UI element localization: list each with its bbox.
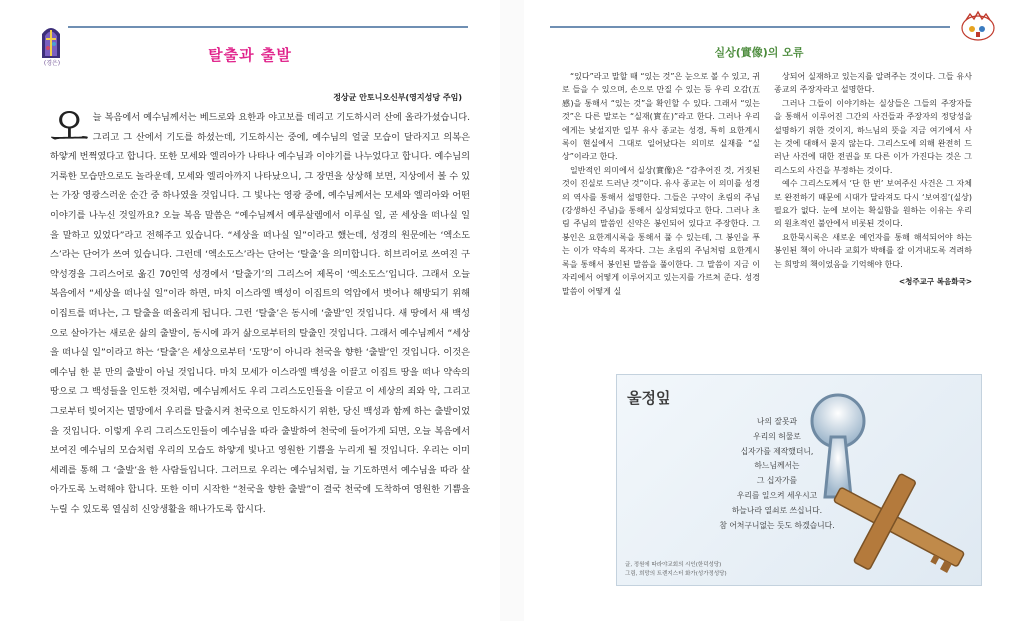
paragraph: 예수 그리스도께서 ‘단 한 번’ 보여주신 사건은 그 자체로 완전하기 때문에 시대가 달라져도 다시 ‘보여짐’(실상) 필요가 없다. 눈에 보이는 확실함을 원하는 이유는 우리의 원초적인 불안에서 비롯된 것이다. (774, 179, 972, 229)
poem-line: 하늘나라 열쇠로 쓰십니다. (731, 505, 823, 515)
left-page (0, 0, 500, 621)
parish-logo-icon (958, 10, 998, 42)
header-rule-right (550, 26, 950, 28)
column-title: 실상(實像)의 오류 (714, 46, 804, 59)
poem-line: 우리를 일으켜 세우시고 (736, 490, 818, 500)
article-body (50, 105, 470, 519)
paragraph: 그러나 그들이 이야기하는 실상들은 그들의 주장자들을 통해서 이루어진 그간의 사건들과 주장자의 정당성을 설명하기 위한 것이지, 하느님의 뜻을 지금 여기에서 사는 것에 대해서 묻지 않는다. 그리스도에 의해 완전히 드러난 사건에 대한 전권을 또 다른 이가 가진다는 것은 그리스도의 사건을 부정하는 것이다. (774, 98, 972, 175)
caption-line: 그림, 희망의 트렌지스터 화가(성가정성당) (625, 571, 727, 577)
paragraph: 상되어 실재하고 있는지를 알려주는 것이다. 그들 유사 종교의 주장자라고 설명한다. (774, 72, 972, 95)
poem-card (616, 374, 982, 586)
paragraph: “있다”라고 말할 때 “있는 것”은 눈으로 볼 수 있고, 귀로 들을 수 있으며, 손으로 만질 수 있는 등 우리 오감(五感)을 통해서 “있는 것”을 확인할 수 있다. 그래서 “있는 것”은 다른 말로는 “실재(實在)”라고 한다. 그러나 우리에게는 낯설지만 일부 유사 종교는 성경, 특히 요한계시록이 현실에서 그대로 일어났다는 의미로 실재를 “실상”이라고 한다. (562, 72, 760, 162)
poem-line: 참 어처구니없는 듯도 하겠습니다. (719, 520, 835, 530)
logo-label: (경은) (43, 60, 61, 67)
article-title: 탈출과 출발 (208, 46, 292, 64)
caption-line: 글, 정원에 따라야교회의 시인(한덕성당) (625, 562, 722, 568)
poem-line: 십자가를 제작했더니, (740, 446, 814, 456)
poem-line: 하느님께서는 (754, 461, 800, 471)
header-rule-left (68, 26, 468, 28)
poem-line: 그 십자가를 (756, 476, 798, 486)
right-page (524, 0, 1024, 621)
paragraph: 일반적인 의미에서 실상(實像)은 “감추어진 것, 거짓된 것이 진실로 드러난 것”이다. 유사 종교는 이 의미를 성경의 역사를 통해서 설명한다. 그들은 구약이 초림의 주님(강생하신 주님)을 통해서 실상되었다고 한다. 그러나 초림 주님의 말씀인 신약은 봉인되어 있다고 주장한다. 그 봉인은 요한계시록을 통해서 풀 수 있는데, 그 봉인을 푸는 이가 약속의 목자다. 그는 초림의 주님처럼 요한계시록을 통해서 봉인된 말씀을 풀이한다. 그 말씀이 지금 이 자리에서 어떻게 이루어지고 있는지를 가르쳐 준다. 성경 말씀이 어떻게 실 (562, 165, 760, 296)
card-logo: 울정잎 (627, 389, 671, 407)
drop-cap: 오 (50, 105, 89, 151)
poem-line: 나의 잘못과 (756, 417, 798, 426)
text-column-1 (562, 70, 760, 298)
article-author: 정상균 안토니오신부(영지성당 주임) (333, 93, 462, 102)
page-gutter (500, 0, 524, 621)
card-caption (625, 561, 727, 579)
article-text: 늘 복음에서 예수님께서는 베드로와 요한과 야고보를 데리고 기도하시러 산에 올라가셨습니다. 그리고 그 산에서 기도를 하셨는데, 기도하시는 중에, 예수님의 얼굴 모습이 달라지고 의복은 하얗게 번쩍였다고 합니다. 또한 모세와 엘리아가 나타나 예수님과 이야기를 나누었다고 합니다. 예수님의 거룩한 모습만으로도 놀라운데, 모세와 엘리아까지 나타났으니, 그 장면을 상상해 보면, 지상에서 볼 수 있는 가장 영광스러운 순간 중 하나였을 것입니다. 그 빛나는 영광 중에, 예수님께서는 모세와 엘리아와 어떤 이야기를 나누신 것일까요? 오늘 복음 말씀은 “예수님께서 예루살렘에서 이루실 일, 곧 세상을 떠나실 일을 말하고 있었다”라고 전해주고 있습니다. “세상을 떠나실 일”이라고 했는데, 성경의 원문에는 ‘엑소도스’라는 단어가 쓰여 있습니다. 그런데 ‘엑소도스’라는 단어는 ‘탈출’을 의미합니다. 히브리어로 쓰여진 구약성경을 그리스어로 옮긴 70인역 성경에서 ‘탈출기’의 그리스어 제목이 ‘엑소도스’입니다. 그래서 오늘 복음에서 “세상을 떠나실 일”이라 하면, 마치 이스라엘 백성이 이집트의 억압에서 벗어나 해방되기 위해 이집트를 떠나는, 그 탈출을 떠올리게 됩니다. 그런 ‘탈출’은 동시에 ‘출발’인 것입니다. 새 땅에서 새 백성으로 살아가는 새로운 삶의 출발이, 동시에 과거 삶으로부터의 탈출인 것입니다. 그래서 예수님께서 “세상을 떠나실 일”이라고 하는 ‘탈출’은 세상으로부터 ‘도망’이 아니라 천국을 향한 ‘출발’인 것입니다. 이것은 예수님 한 분 만의 출발이 아닐 것입니다. 마치 모세가 이스라엘 백성을 이끌고 이집트 땅을 떠나 약속의 땅으로 그 백성들을 인도한 것처럼, 예수님께서도 우리 그리스도인들을 이끌고 이 세상의 죄와 악, 그리고 그로부터 빚어지는 멸망에서 우리를 탈출시켜 천국으로 인도하시기 위한, 당신 백성과 함께 하는 출발이었을 것입니다. 이렇게 우리 그리스도인들이 예수님을 따라 출발하여 천국에 들어가게 되면, 오늘 복음에서 보여진 예수님의 모습처럼 우리의 모습도 하얗게 빛나고 영원한 기쁨을 누리게 될 것입니다. 우리는 이미 세례를 통해 그 ‘출발’을 한 사람들입니다. 그러므로 우리는 예수님처럼, 늘 기도하면서 예수님을 따라 살아가도록 노력해야 합니다. 또한 이미 시작한 “천국을 향한 출발”이 결국 천국에 도착하여 영원한 기쁨을 누릴 수 있도록 열심히 신앙생활을 해나가도록 합시다. (50, 112, 470, 515)
wooden-cross-key-icon (819, 469, 979, 585)
paragraph: 요한묵시록은 새로운 예언자를 통해 해석되어야 하는 봉인된 책이 아니라 교회가 박해를 잘 이겨내도록 격려하는 희망의 책이었음을 기억해야 한다. (774, 232, 972, 269)
text-column-2 (774, 70, 972, 289)
poem-line: 우리의 허물로 (753, 431, 801, 441)
source-credit: <청주교구 복음화국> (898, 277, 972, 287)
